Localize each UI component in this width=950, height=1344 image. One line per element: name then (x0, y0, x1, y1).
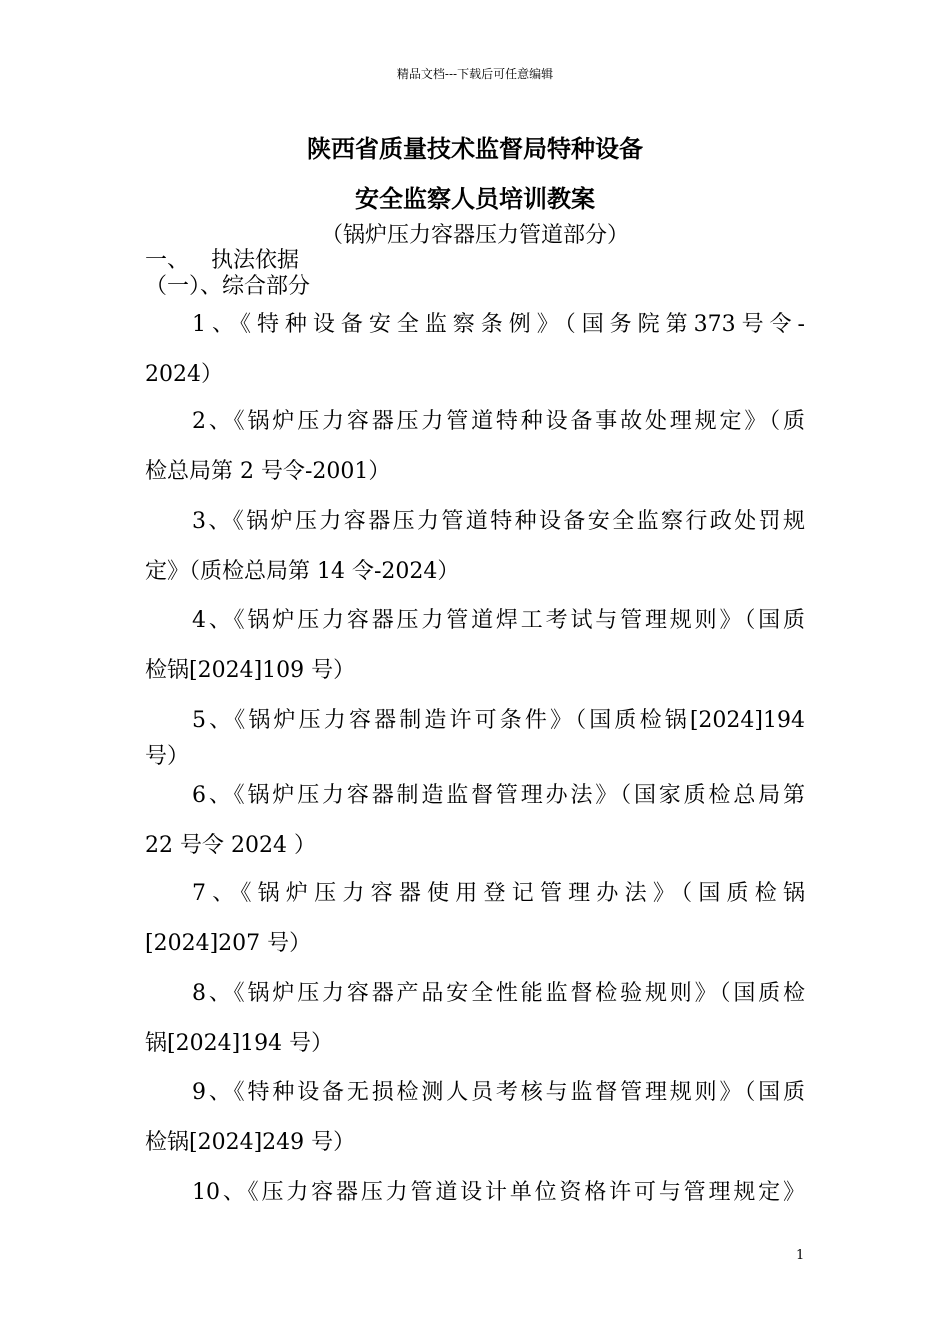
document-subtitle: （锅炉压力容器压力管道部分） (320, 223, 629, 248)
list-item-line2: 检锅[2024]109 号） (145, 658, 356, 683)
list-item-line2: 2024） (145, 362, 223, 387)
list-item-line1: 4、《锅炉压力容器压力管道焊工考试与管理规则》（国质 (192, 608, 805, 633)
list-item-line1: 3、《锅炉压力容器压力管道特种设备安全监察行政处罚规 (192, 509, 805, 534)
list-item-line1: 7、《锅炉压力容器使用登记管理办法》（国质检锅 (192, 881, 805, 906)
list-item (145, 311, 805, 389)
list-item-line1: 10、《压力容器压力管道设计单位资格许可与管理规定》 (192, 1180, 805, 1205)
list-item-line1: 8、《锅炉压力容器产品安全性能监督检验规则》（国质检 (192, 981, 805, 1006)
page-number: 1 (796, 1248, 805, 1263)
list-item (145, 707, 805, 771)
list-item (145, 1079, 805, 1157)
section-heading (145, 247, 299, 275)
list-item-line1: 1、《特种设备安全监察条例》（国务院第373号令- (192, 312, 805, 337)
list-item-line1: 6、《锅炉压力容器制造监督管理办法》（国家质检总局第 (192, 783, 805, 808)
subsection-heading: （一）、综合部分 (145, 274, 311, 299)
list-item-line2: 检总局第 2 号令-2001） (145, 459, 391, 484)
list-item (145, 980, 805, 1058)
document-title-line1: 陕西省质量技术监督局特种设备 (307, 134, 643, 163)
list-item (145, 408, 805, 486)
list-item-line2: 定》（质检总局第 14 令-2024） (145, 559, 460, 584)
list-item-line2: 号） (145, 744, 190, 769)
list-item-line1: 9、《特种设备无损检测人员考核与监督管理规则》（国质 (192, 1080, 805, 1105)
list-item-line2: [2024]207 号） (145, 931, 312, 956)
list-item-line2: 锅[2024]194 号） (145, 1031, 334, 1056)
list-item (145, 508, 805, 586)
list-item (145, 880, 805, 958)
page-header: 精品文档---下载后可任意编辑 (396, 67, 554, 81)
list-item (145, 782, 805, 860)
list-item (145, 607, 805, 685)
section-title: 执法依据 (211, 248, 300, 273)
list-item (145, 1179, 805, 1207)
section-number: 一、 (145, 248, 190, 273)
list-item-line2: 检锅[2024]249 号） (145, 1130, 356, 1155)
list-item-line1: 5、《锅炉压力容器制造许可条件》（国质检锅[2024]194 (192, 708, 805, 733)
list-item-line1: 2、《锅炉压力容器压力管道特种设备事故处理规定》（质 (192, 409, 805, 434)
list-item-line2: 22 号令 2024 ） (145, 833, 316, 858)
document-title-line2: 安全监察人员培训教案 (355, 184, 595, 213)
